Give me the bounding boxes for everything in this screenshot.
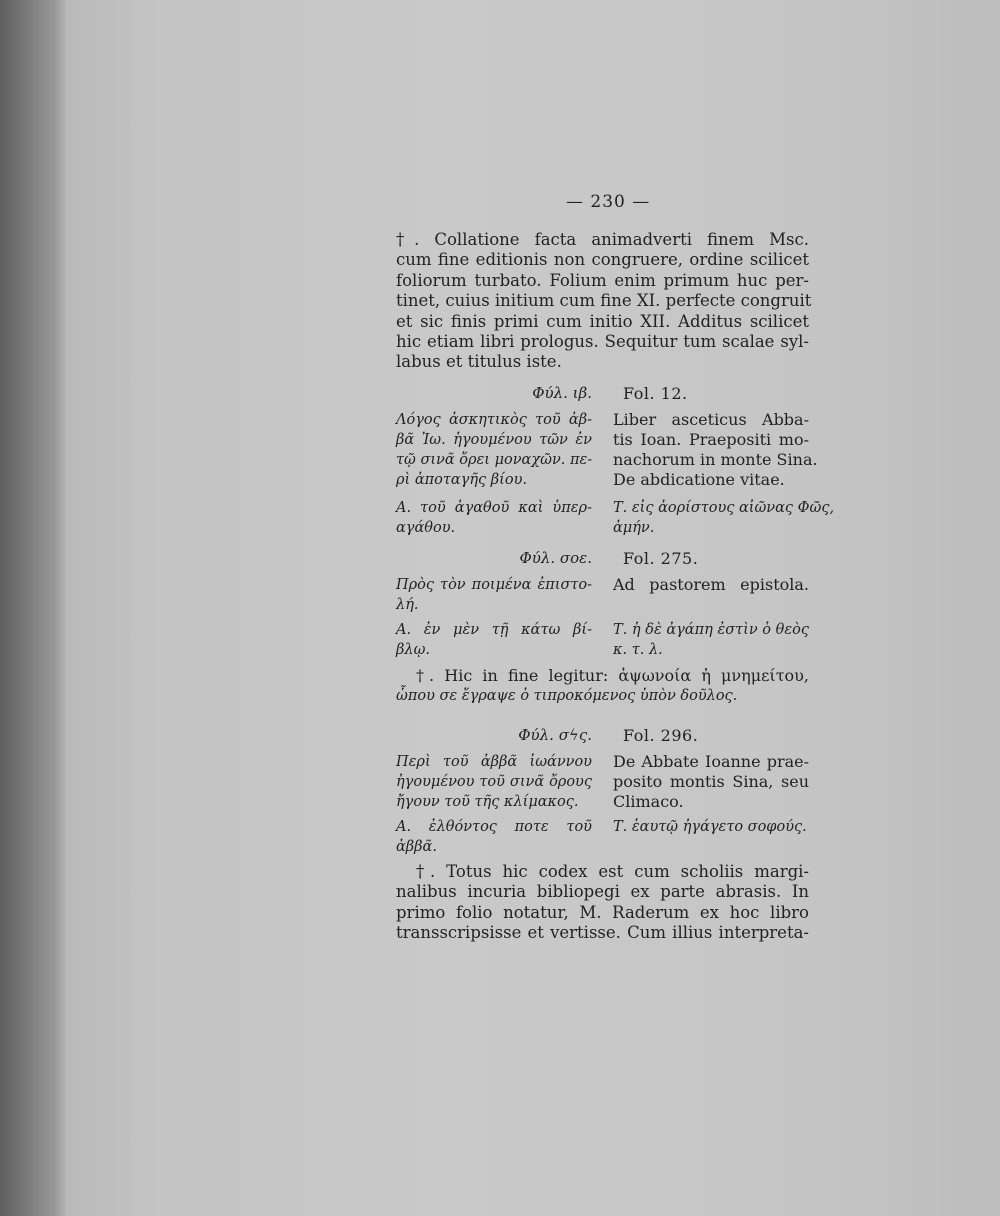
closing-paragraph: †. Totus hic codex est cum scholiis margi- nalibus incuria bibliopegi ex parte abrasis. In primo folio notatur, M. Raderum ex hoc libro transscripsisse et vertisse. Cum illius interpreta- xyxy=(396,862,809,943)
entry-latin-title: Ad pastorem epistola. xyxy=(613,575,809,594)
entry-incipit: Α. τοῦ ἀγαθοῦ καὶ ὑπερ- αγάθου. xyxy=(396,500,592,536)
entry-explicit: Τ. ἑαυτῷ ἠγάγετο σοφούς. xyxy=(613,819,807,835)
entry-latin-folio: Fol. 296. xyxy=(623,726,699,745)
intro-line: labus et titulus iste. xyxy=(396,352,562,372)
intro-line: cum fine editionis non congruere, ordine scilicet xyxy=(396,250,809,270)
entry-greek-title: Πρὸς τὸν ποιμένα ἐπιστο- λή. xyxy=(396,577,592,613)
intro-line: et sic finis primi cum initio XII. Additus scilicet xyxy=(396,311,809,331)
entry-incipit: Α. ἐν μὲν τῇ κάτω βί- βλῳ. xyxy=(396,622,592,658)
entry-latin-title: Liber asceticus Abba- tis Ioan. Praepositi mo- nachorum in monte Sina. De abdicatione vitae. xyxy=(613,410,818,489)
entry-explicit: Τ. ἡ δὲ ἀγάπη ἐστὶν ὁ θεὸς κ. τ. λ. xyxy=(613,622,809,658)
entry-greek-title: Λόγος ἀσκητικὸς τοῦ ἀβ- βᾶ Ἰω. ἡγουμένου τῶν ἐν τῷ σινᾶ ὄρει μοναχῶν. πε- ρὶ ἀποταγῆς βίου. xyxy=(396,412,593,488)
middle-note: †. Hic in fine legitur: ἀψωνοία ἡ μνημείτου, ὧπου σε ἔγραψε ὁ τιπροκόμενος ὑπὸν δοῦλος. xyxy=(396,666,809,704)
entry-greek-title: Περὶ τοῦ ἀββᾶ ἰωάννου ἡγουμένου τοῦ σινᾶ ὄρους ἤγουν τοῦ τῆς κλίμακος. xyxy=(396,754,592,810)
entry-greek-folio: Φύλ. ιβ. xyxy=(532,384,592,402)
entry-latin-title: De Abbate Ioanne prae- posito montis Sina, seu Climaco. xyxy=(613,752,809,811)
page-number: — 230 — xyxy=(566,192,651,212)
entry-latin-folio: Fol. 12. xyxy=(623,384,688,403)
intro-line: hic etiam libri prologus. Sequitur tum scalae syl- xyxy=(396,332,809,352)
intro-line: foliorum turbato. Folium enim primum huc per- xyxy=(396,270,809,290)
intro-paragraph xyxy=(396,230,812,373)
entry-greek-folio: Φύλ. σϟς. xyxy=(518,726,592,744)
entry-incipit: Α. ἐλθόντος ποτε τοῦ ἀββᾶ. xyxy=(396,819,592,855)
entry-greek-folio: Φύλ. σοε. xyxy=(519,549,592,567)
entry-latin-folio: Fol. 275. xyxy=(623,549,699,568)
intro-line: †. Collatione facta animadverti finem Msc. xyxy=(396,230,809,249)
scan-left-margin xyxy=(0,0,66,1216)
entry-explicit: Τ. εἰς ἀορίστους αἰῶνας Φῶς, ἀμήν. xyxy=(613,500,835,536)
intro-line: tinet, cuius initium cum fine XI. perfecte congruit xyxy=(396,291,812,311)
